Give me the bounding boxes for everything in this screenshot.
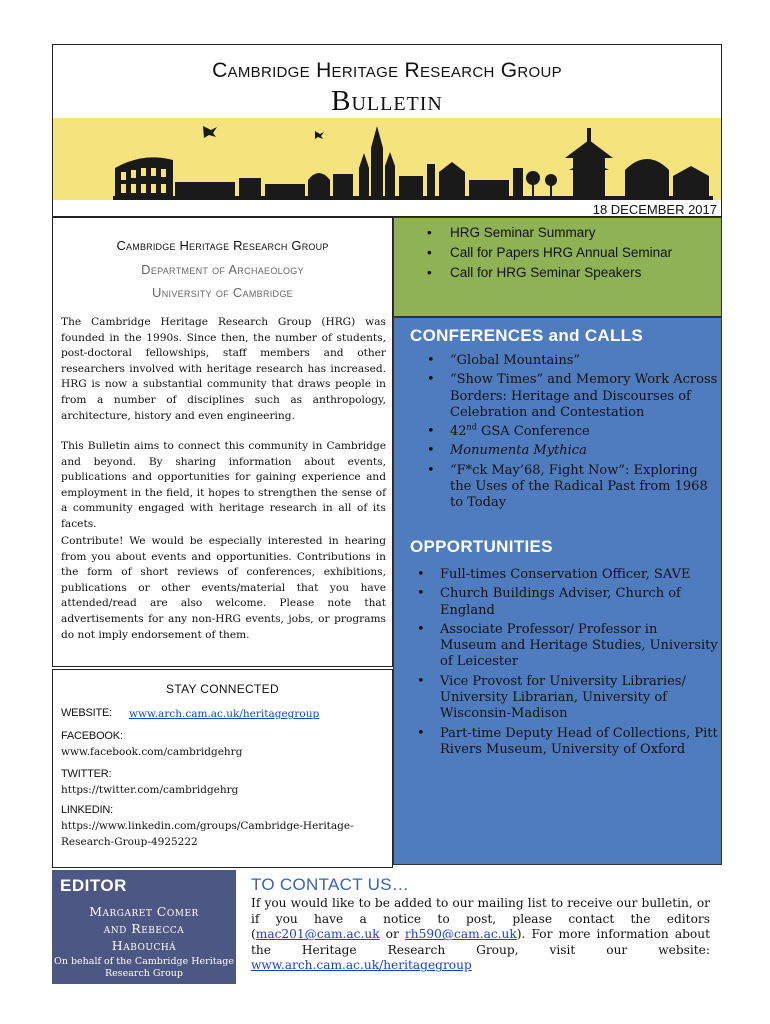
- in-this-issue-box: [393, 217, 722, 317]
- contact-heading: TO CONTACT US…: [251, 875, 410, 894]
- intro-paragraph: Contribute! We would be especially interested in hearing from you about events and opportunities. Contributions in the form of short reviews of conferences, exhibitions, publications or other events/material that you have attended/read are also welcome. Please note that advertisements for any non-HRG events, jobs, or programs do not imply endorsement of them.: [61, 535, 386, 641]
- twitter-label: TWITTER:: [61, 768, 112, 780]
- gsa-number: 42: [450, 424, 467, 440]
- editor-note: On behalf of the Cambridge Heritage Research Group: [54, 956, 234, 979]
- stay-connected-box: [52, 669, 393, 868]
- gsa-label: GSA Conference: [480, 424, 590, 440]
- list-item: • Associate Professor/ Professor in Museum and Heritage Studies, University of Leicester: [440, 622, 718, 671]
- website-link[interactable]: www.arch.cam.ac.uk/heritagegroup: [251, 958, 472, 973]
- contact-text-part: ). For more information about the Heritage Research Group, visit our website:: [251, 927, 710, 957]
- bulletin-header: [52, 44, 722, 217]
- opportunities-list: [440, 567, 718, 761]
- list-item: • “F*ck May’68, Fight Now”: Exploring the Uses of the Radical Past from 1968 to Today: [450, 463, 718, 512]
- editor-name: Margaret Comer: [89, 904, 199, 919]
- editor-title: EDITOR: [60, 876, 127, 895]
- twitter-link[interactable]: https://twitter.com/cambridgehrg: [61, 784, 239, 796]
- contact-text-part: or: [379, 927, 405, 942]
- skyline-illustration: [53, 118, 721, 200]
- list-item: • Vice Provost for University Libraries/ University Librarian, University of Wisconsin-Madison: [440, 674, 718, 723]
- list-item: [450, 424, 718, 440]
- bird-icon: [315, 131, 324, 139]
- org-department: Department of Archaeology: [141, 262, 304, 277]
- stay-connected-title: STAY CONNECTED: [166, 682, 279, 696]
- list-item: • Call for HRG Seminar Speakers: [450, 263, 716, 283]
- editor-box: [52, 870, 236, 984]
- list-item: • Church Buildings Adviser, Church of England: [440, 586, 718, 619]
- list-item: • Part-time Deputy Head of Collections, Pitt Rivers Museum, University of Oxford: [440, 726, 718, 759]
- intro-paragraph: This Bulletin aims to connect this community in Cambridge and beyond. By sharing information about events, publications and opportunities for gaining experience and employment in the field, it hopes to strengthen the sense of a community engaged with heritage research in all of its facets.: [61, 440, 386, 530]
- conferences-heading: CONFERENCES and CALLS: [410, 326, 643, 345]
- editor-names: [52, 903, 236, 954]
- skyline-banner: [53, 118, 721, 200]
- conferences-opportunities-box: [393, 317, 722, 865]
- bulletin-title: Bulletin: [331, 85, 443, 117]
- org-university: University of Cambridge: [152, 285, 293, 300]
- intro-box: [52, 217, 393, 667]
- website-link[interactable]: www.arch.cam.ac.uk/heritagegroup: [129, 708, 320, 720]
- list-item: • Call for Papers HRG Annual Seminar: [450, 243, 716, 263]
- intro-paragraph: The Cambridge Heritage Research Group (HRG) was founded in the 1990s. Since then, the number of students, post-doctoral fellowships, staff members and other researchers involved with heritage research has increased. HRG is now a substantial community that draws people in from a number of disciplines such as anthropology, architecture, history and even engineering.: [61, 316, 386, 422]
- list-item: • HRG Seminar Summary: [450, 223, 716, 243]
- website-label: WEBSITE:: [61, 707, 112, 719]
- linkedin-link[interactable]: https://www.linkedin.com/groups/Cambridge-Heritage-Research-Group-4925222: [61, 820, 354, 848]
- editor-name: Habouchá: [111, 938, 177, 953]
- facebook-link[interactable]: www.facebook.com/cambridgehrg: [61, 746, 243, 758]
- email-link[interactable]: mac201@cam.ac.uk: [255, 927, 380, 942]
- bulletin-title-group: Cambridge Heritage Research Group: [212, 59, 562, 82]
- list-item: • Full-times Conservation Officer, SAVE: [440, 567, 718, 583]
- list-item: • Monumenta Mythica: [450, 443, 718, 459]
- email-link[interactable]: rh590@cam.ac.uk: [404, 927, 517, 942]
- org-name: Cambridge Heritage Research Group: [116, 238, 329, 253]
- bulletin-date: 18 DECEMBER 2017: [592, 202, 717, 217]
- gsa-ordinal-suffix: nd: [466, 422, 477, 432]
- conferences-list: [450, 353, 718, 515]
- facebook-label: FACEBOOK:: [61, 730, 123, 742]
- opportunities-heading: OPPORTUNITIES: [410, 537, 553, 556]
- linkedin-label: LINKEDIN:: [61, 804, 113, 816]
- contact-text: [251, 896, 710, 974]
- list-item: • “Show Times” and Memory Work Across Borders: Heritage and Discourses of Celebration and Contestation: [450, 372, 718, 421]
- bird-icon: [203, 126, 217, 138]
- editor-name-join: and Rebecca: [103, 921, 185, 936]
- list-item: • “Global Mountains”: [450, 353, 718, 369]
- contact-text-part: If you would like to be added to our mailing list to receive our bulletin, or if you have a notice to post, please contact the editors (: [251, 896, 710, 942]
- in-this-issue-list: [450, 223, 716, 283]
